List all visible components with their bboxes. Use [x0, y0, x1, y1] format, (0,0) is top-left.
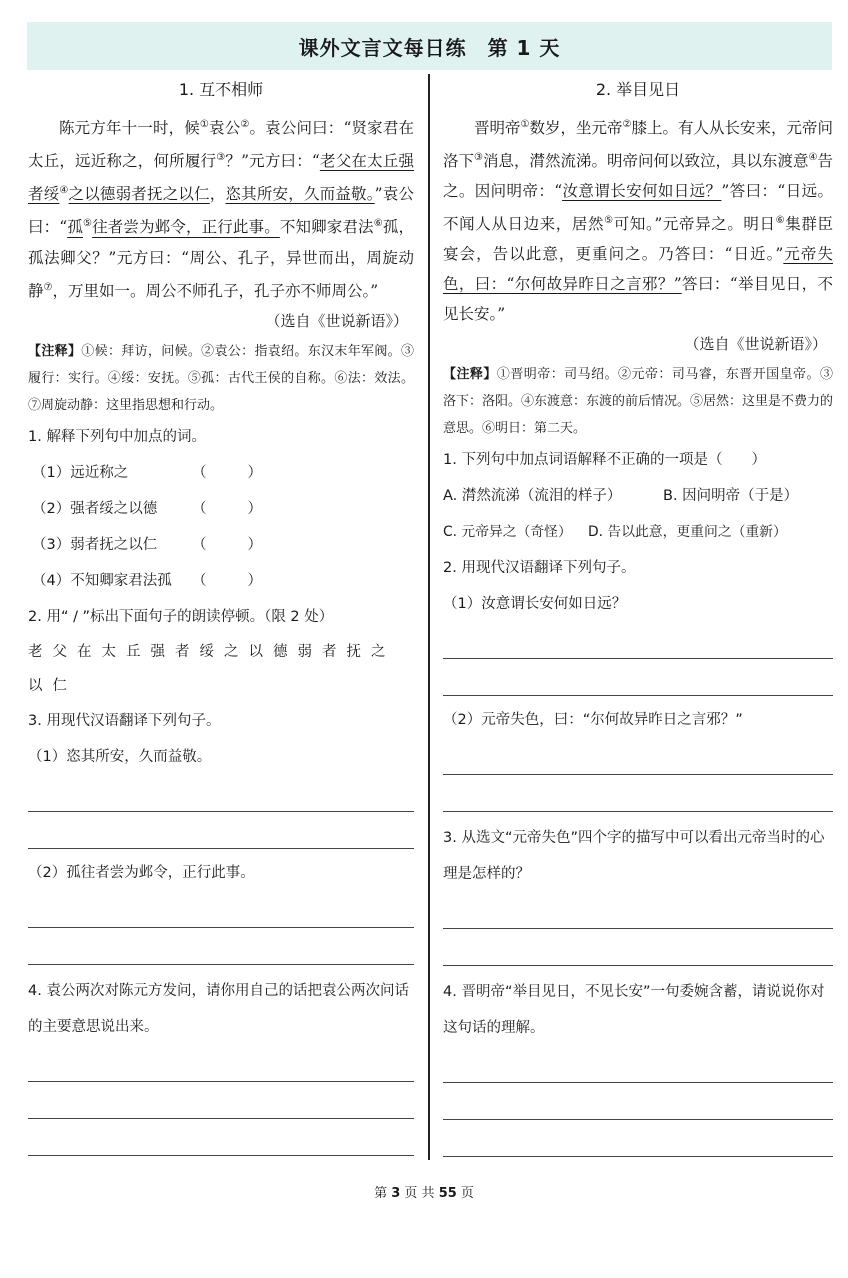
question-1-item	[28, 455, 414, 491]
passage-segment: ，万里如一。周公不师孔子，孔子亦不师周公。”	[52, 281, 379, 300]
answer-line[interactable]	[443, 659, 833, 696]
passage-segment: 之以德弱者抚之以仁	[68, 185, 210, 204]
options-row	[443, 514, 833, 550]
question-2-2: （2）元帝失色，曰：“尔何故异昨日之言邪？”	[443, 712, 743, 729]
question-1: 1. 解释下列句中加点的词。	[28, 428, 206, 445]
passage-segment: 数岁，坐元帝	[529, 119, 623, 138]
answer-line[interactable]	[28, 1119, 414, 1156]
footnote-marker: ④	[59, 185, 69, 197]
passage-segment: ？”元方曰：“	[225, 152, 320, 171]
footnote-marker: ①	[199, 119, 210, 130]
answer-line[interactable]	[28, 891, 414, 928]
annotations-label: 【注释】	[443, 367, 497, 383]
passage-segment: ，	[209, 185, 226, 204]
passage-segment: 晋明帝	[474, 119, 521, 138]
passage-text	[443, 110, 833, 329]
footnote-marker: ⑤	[83, 218, 93, 230]
answer-line[interactable]	[443, 1120, 833, 1157]
footnote-marker: ⑦	[43, 281, 53, 293]
passage-source: （选自《世说新语》）	[684, 335, 827, 354]
answer-line[interactable]	[443, 929, 833, 966]
annotations	[28, 338, 414, 419]
passage-segment: 汝意谓长安何如日远？	[562, 182, 722, 201]
question-1-item	[28, 563, 414, 599]
answer-blank[interactable]	[192, 563, 262, 599]
item-text: （2）强者绥之以德	[32, 500, 158, 517]
total-pages: 55	[438, 1186, 457, 1201]
annotations	[443, 361, 833, 442]
column-divider	[428, 74, 430, 1160]
passage-segment: 消息，潸然流涕。明帝问何以致泣，具以东渡意	[482, 152, 809, 171]
annotations-text: ①候：拜访，问候。②袁公：指袁绍。东汉末年军阀。③履行：实行。④绥：安抚。⑤孤：古代王侯的自称。⑥法：效法。⑦周旋动静：这里指思想和行动。	[28, 343, 414, 413]
footer-text: 页 共	[404, 1186, 435, 1201]
footnote-marker: ③	[474, 152, 483, 164]
passage-segment: 答曰：“举目见日，不见长安。”	[443, 275, 833, 324]
question-4: 4. 袁公两次对陈元方发问，请你用自己的话把袁公两次问话的主要意思说出来。	[28, 982, 409, 1035]
answer-line[interactable]	[28, 775, 414, 812]
page-title: 课外文言文每日练 第 1 天	[298, 35, 561, 60]
passage-source: （选自《世说新语》）	[265, 311, 408, 330]
answer-blank[interactable]	[192, 491, 262, 527]
answer-line[interactable]	[443, 1083, 833, 1120]
left-column	[28, 76, 414, 1156]
page-header	[27, 22, 832, 70]
passage-segment: 不知卿家君法	[279, 218, 374, 237]
paren-open: （	[192, 572, 207, 589]
question-3-2: （2）孤往者尝为邺令，正行此事。	[28, 864, 255, 881]
question-4: 4. 晋明帝“举目见日，不见长安”一句委婉含蓄，请说说你对这句话的理解。	[443, 984, 825, 1037]
passage-segment: 告之。因问明帝：“	[443, 152, 833, 201]
answer-line[interactable]	[443, 1046, 833, 1083]
passage-segment: 孤	[67, 218, 84, 237]
answer-line[interactable]	[28, 812, 414, 849]
question-2: 2. 用现代汉语翻译下列句子。	[443, 560, 636, 577]
footnote-marker: ③	[216, 152, 226, 164]
passage-segment: 膝上。有人从长安来，元帝问洛下	[443, 119, 833, 171]
page-footer	[0, 1182, 848, 1201]
footnote-marker: ②	[240, 119, 250, 130]
passage-segment: 陈元方年十一时，候	[59, 119, 200, 138]
footer-text: 页	[460, 1186, 474, 1201]
question-2-1: （1）汝意谓长安何如日远？	[443, 596, 627, 613]
paren-close: ）	[247, 464, 262, 481]
answer-line[interactable]	[28, 928, 414, 965]
paren-close: ）	[247, 536, 262, 553]
paren-close: ）	[247, 572, 262, 589]
question-3: 3. 从选文“元帝失色”四个字的描写中可以看出元帝当时的心理是怎样的？	[443, 830, 825, 883]
passage-title: 2. 举目见日	[595, 80, 681, 99]
options-row	[443, 478, 833, 514]
passage-segment: 元帝失色，曰：“尔何故异昨日之言邪？”	[443, 245, 833, 294]
answer-blank[interactable]	[192, 455, 262, 491]
answer-line[interactable]	[28, 1045, 414, 1082]
footnote-marker: ⑥	[775, 215, 786, 227]
option-d[interactable]: D. 告以此意，更重问之（重新）	[588, 524, 787, 541]
question-3-1: （1）恣其所安，久而益敬。	[28, 748, 212, 765]
paren-open: （	[192, 500, 207, 517]
option-a[interactable]: A. 潸然流涕（流泪的样子）	[443, 488, 622, 505]
question-1-item	[28, 491, 414, 527]
footnote-marker: ④	[808, 152, 818, 164]
option-c[interactable]: C. 元帝异之（奇怪）	[443, 524, 572, 541]
paren-close: ）	[247, 500, 262, 517]
option-b[interactable]: B. 因问明帝（于是）	[663, 488, 799, 505]
footnote-marker: ⑤	[604, 215, 614, 227]
passage-title: 1. 互不相师	[178, 80, 264, 99]
answer-blank[interactable]	[192, 527, 262, 563]
passage-segment: ”袁公曰：“	[28, 185, 414, 237]
footnote-marker: ②	[622, 119, 632, 130]
right-column	[443, 76, 833, 1157]
passage-segment: 孤，孤法卿父？”元方曰：“周公、孔子，异世而出，周旋动静	[28, 218, 414, 300]
passage-segment: ”答曰：“日远。不闻人从日边来，居然	[443, 182, 833, 234]
passage-segment: 往者尝为邺令，正行此事。	[92, 218, 280, 237]
footer-text: 第	[374, 1186, 388, 1201]
question-1: 1. 下列句中加点词语解释不正确的一项是（ ）	[443, 452, 766, 469]
passage-segment: 集群臣宴会，告以此意，更重问之。乃答曰：“日近。”	[443, 215, 833, 264]
passage-text	[28, 110, 414, 306]
passage-segment: 老父在太丘强者绥	[28, 152, 414, 204]
annotations-label: 【注释】	[28, 343, 82, 359]
item-text: （4）不知卿家君法孤	[32, 572, 172, 589]
passage-segment: 袁公	[209, 119, 241, 138]
answer-line[interactable]	[443, 892, 833, 929]
question-2: 2. 用“ / ”标出下面句子的朗读停顿。（限 2 处）	[28, 608, 334, 625]
page-number: 3	[391, 1186, 401, 1201]
paren-open: （	[192, 464, 207, 481]
answer-line[interactable]	[443, 622, 833, 659]
annotations-text: ①晋明帝：司马绍。②元帝：司马睿，东晋开国皇帝。③洛下：洛阳。④东渡意：东渡的前后情况。⑤居然：这里是不费力的意思。⑥明日：第二天。	[443, 367, 834, 437]
answer-line[interactable]	[28, 1082, 414, 1119]
pause-sentence: 老父在太丘强者绥之以德弱者抚之以仁	[28, 643, 396, 694]
footnote-marker: ①	[520, 119, 530, 130]
item-text: （1）远近称之	[32, 464, 129, 481]
paren-open: （	[192, 536, 207, 553]
answer-line[interactable]	[443, 738, 833, 775]
question-1-item	[28, 527, 414, 563]
passage-segment: 。袁公问曰：“贤家君在太丘，远近称之，何所履行	[28, 119, 414, 171]
passage-segment: 可知。”元帝异之。明日	[613, 215, 776, 234]
answer-line[interactable]	[443, 775, 833, 812]
footnote-marker: ⑥	[373, 218, 383, 230]
question-3: 3. 用现代汉语翻译下列句子。	[28, 712, 221, 729]
passage-segment: 恣其所安，久而益敬。	[225, 185, 375, 204]
item-text: （3）弱者抚之以仁	[32, 536, 158, 553]
